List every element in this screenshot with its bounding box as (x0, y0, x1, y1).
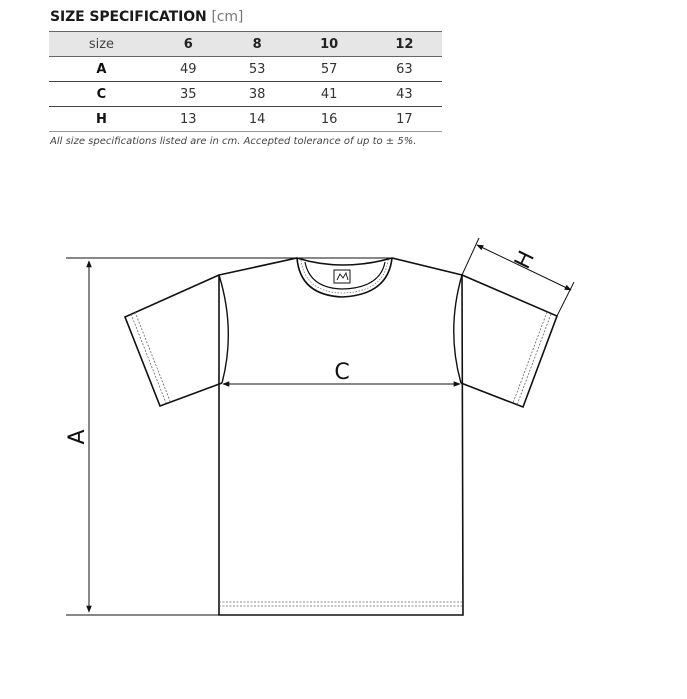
header-cell: 12 (367, 32, 442, 57)
left-sleeve-outline (125, 275, 222, 406)
right-armhole-seam (454, 275, 462, 383)
c-label: C (334, 360, 350, 385)
h-extension-line (462, 238, 479, 275)
header-cell: 10 (292, 32, 367, 57)
table-cell: 13 (154, 107, 223, 132)
header-cell-size: size (49, 32, 154, 57)
right-sleeve-outline (461, 275, 557, 407)
table-cell: 38 (223, 82, 292, 107)
table-cell: 53 (223, 57, 292, 82)
table-cell: 43 (367, 82, 442, 107)
tshirt-body-outline (219, 258, 463, 615)
table-cell: 17 (367, 107, 442, 132)
header-cell: 8 (223, 32, 292, 57)
row-label: H (49, 107, 154, 132)
table-cell: 16 (292, 107, 367, 132)
table-cell: 49 (154, 57, 223, 82)
left-armhole-seam (219, 275, 228, 383)
table-cell: 63 (367, 57, 442, 82)
table-cell: 57 (292, 57, 367, 82)
table-cell: 14 (223, 107, 292, 132)
a-label: A (65, 429, 90, 445)
row-label: C (49, 82, 154, 107)
right-sleeve-hem-stitch (517, 314, 551, 405)
title-text: SIZE SPECIFICATION (50, 9, 207, 25)
tolerance-note: All size specifications listed are in cm. Accepted tolerance of up to ± 5%. (50, 136, 417, 147)
h-label: H (510, 247, 541, 274)
header-cell: 6 (154, 32, 223, 57)
table-cell: 41 (292, 82, 367, 107)
left-sleeve-hem-stitch (131, 314, 166, 403)
row-label: A (49, 57, 154, 82)
table-cell: 35 (154, 82, 223, 107)
title-unit: [cm] (211, 9, 244, 25)
